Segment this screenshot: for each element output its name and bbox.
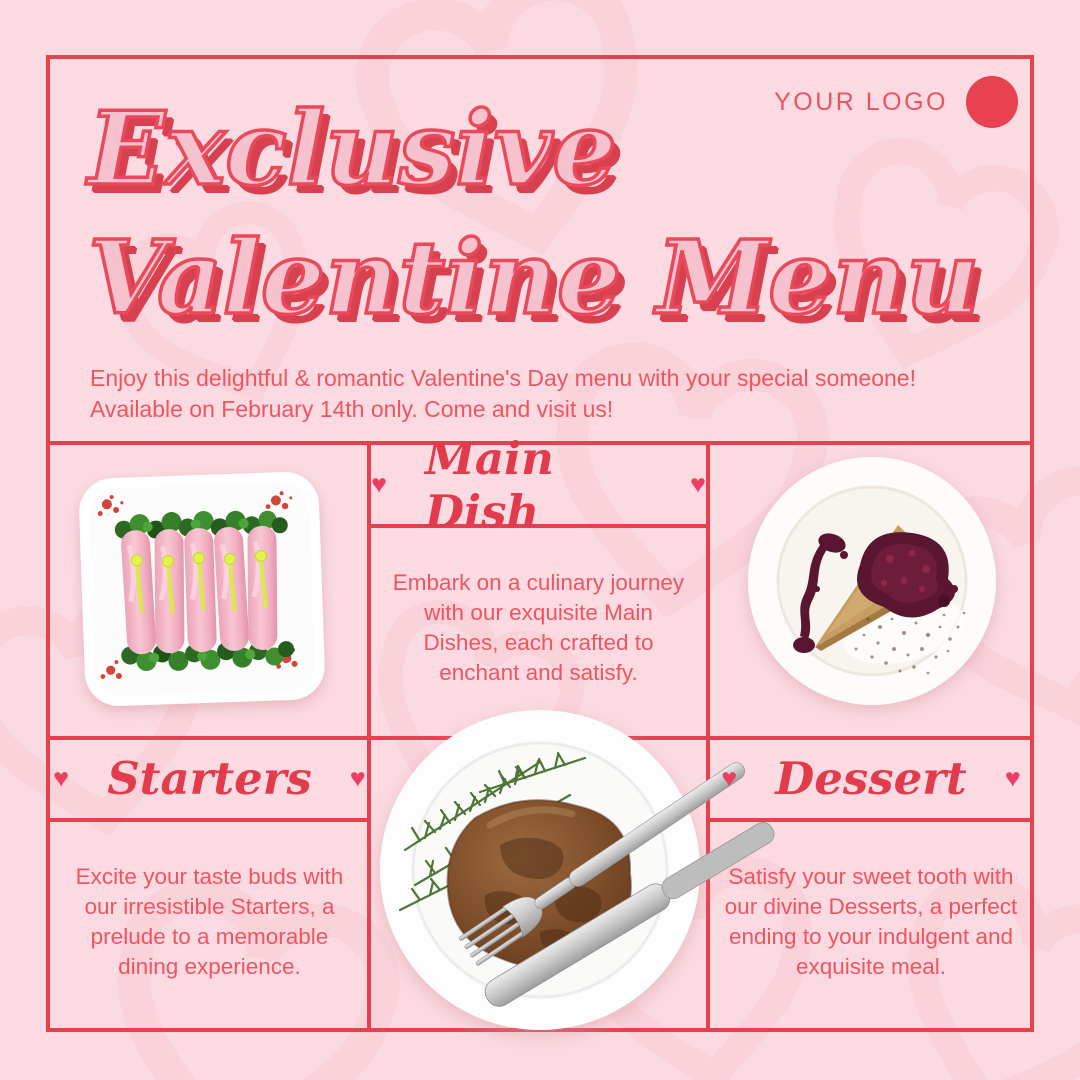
heart-icon: ♥	[689, 469, 706, 499]
heart-icon: ♥	[349, 763, 366, 792]
dessert-header-cell	[710, 740, 1032, 816]
page-title-line1: Exclusive	[88, 89, 617, 208]
dessert-description: Satisfy your sweet tooth with our divine Desserts, a perfect ending to your indulgent and exquisite meal.	[724, 863, 1018, 980]
page-title	[88, 84, 1028, 343]
dessert-description-cell	[710, 822, 1032, 1022]
main-dish-title: Main Dish	[425, 431, 554, 538]
starters-description: Excite your taste buds with our irresistible Starters, a prelude to a memorable dining experience.	[75, 863, 344, 980]
main-dish-description-cell	[371, 528, 706, 728]
subtitle-line1: Enjoy this delightful & romantic Valentine's Day menu with your special someone!	[90, 365, 916, 391]
starters-header-cell	[52, 740, 367, 816]
dessert-title: Dessert	[775, 751, 967, 805]
main-dish-header-cell	[371, 431, 706, 538]
page-title-line2: Valentine Menu	[88, 218, 980, 338]
logo-text: YOUR LOGO	[774, 87, 948, 116]
heart-icon: ♥	[53, 763, 70, 792]
heart-icon: ♥	[1004, 763, 1021, 792]
starters-description-cell	[52, 822, 367, 1022]
subtitle-line2: Available on February 14th only. Come and visit us!	[90, 396, 614, 423]
heart-icon: ♥	[721, 763, 738, 792]
main-dish-description: Embark on a culinary journey with our exquisite Main Dishes, each crafted to enchant and satisfy.	[392, 569, 685, 686]
dessert-photo	[708, 443, 1032, 738]
starters-title: Starters	[107, 751, 312, 805]
subtitle	[90, 363, 1020, 425]
heart-icon: ♥	[371, 469, 388, 499]
starters-photo	[48, 443, 369, 738]
